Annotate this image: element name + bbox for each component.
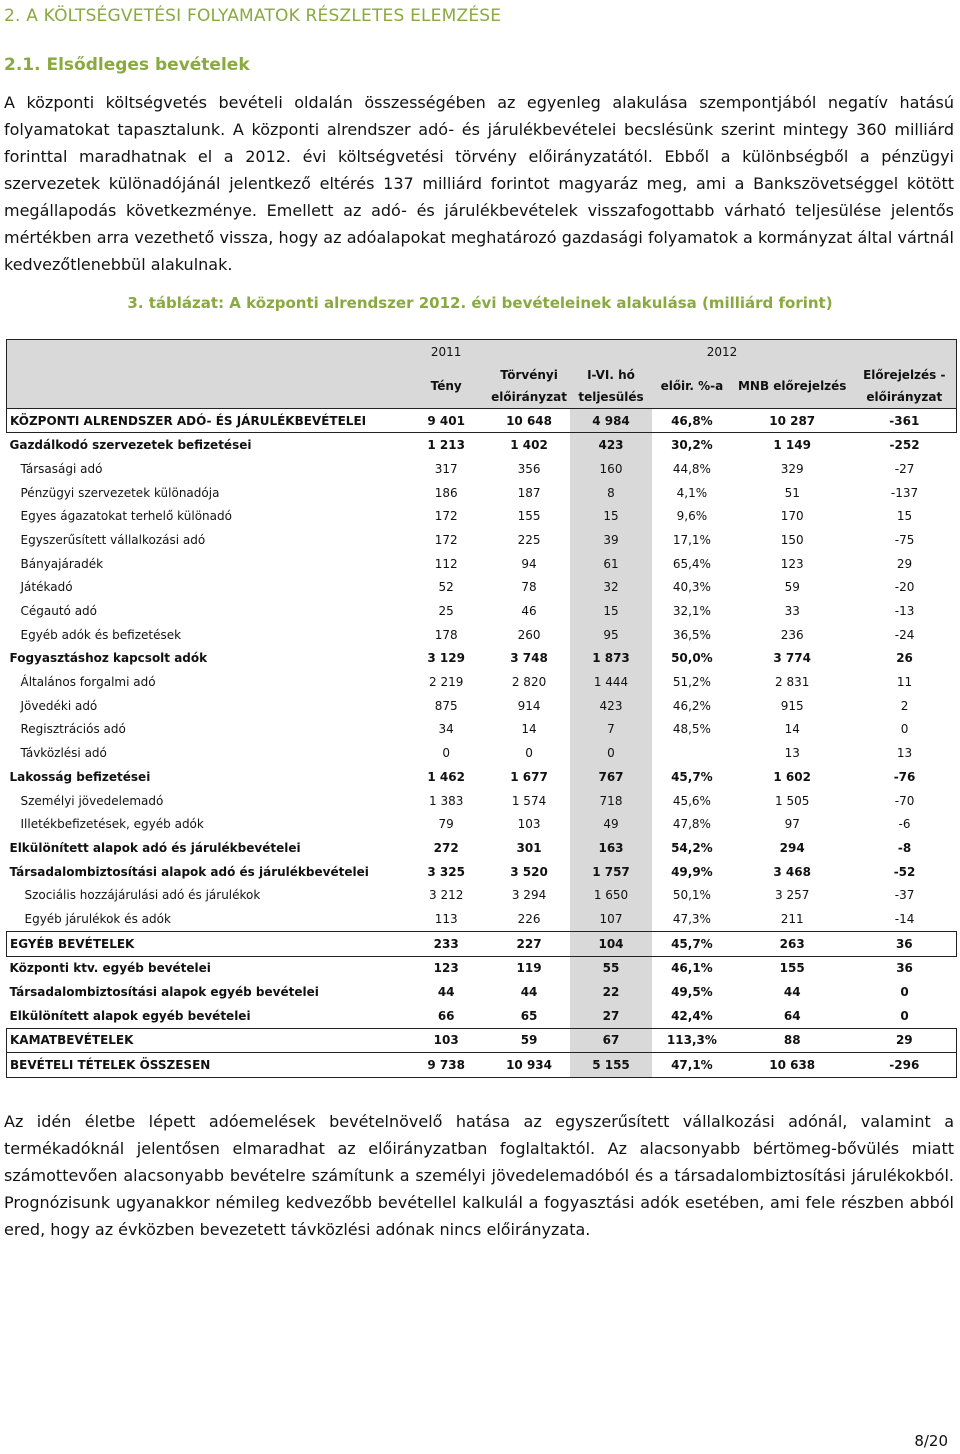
cell-value: 260 [517, 627, 541, 642]
cell-value: 27 [570, 1004, 652, 1028]
cell-value: 186 [434, 485, 458, 500]
cell-value: 1 650 [570, 883, 652, 907]
header-i-vi: I-VI. hó teljesülés [570, 364, 652, 409]
cell-value: 236 [780, 627, 804, 642]
cell-value: 423 [570, 433, 652, 457]
cell-value: 47,1% [652, 1053, 732, 1078]
cell-value: 54,2% [671, 840, 713, 855]
cell-value: -37 [894, 888, 915, 903]
cell-value: 79 [438, 817, 454, 832]
cell-value: 3 294 [511, 888, 547, 903]
cell-value: 44 [783, 985, 801, 1000]
table-header-years [7, 340, 957, 364]
cell-value: 1 505 [775, 793, 810, 808]
table-row [7, 956, 957, 980]
cell-value: 113,3% [652, 1028, 732, 1053]
cell-value: 13 [896, 746, 913, 761]
cell-value: 1 444 [570, 670, 652, 694]
cell-value: 97 [784, 817, 800, 832]
cell-value: 14 [521, 722, 537, 737]
cell-value: 301 [516, 840, 542, 855]
cell-value: 15 [570, 599, 652, 623]
cell-value: 172 [434, 509, 458, 524]
row-label: Társadalombiztosítási alapok egyéb bevételei [9, 985, 319, 1000]
row-label: Regisztrációs adó [20, 722, 126, 737]
cell-value: 1 383 [429, 793, 464, 808]
cell-value: 178 [434, 627, 458, 642]
row-label: Általános forgalmi adó [20, 675, 156, 690]
cell-value: 50,1% [672, 888, 711, 903]
cell-value: 51 [784, 485, 800, 500]
cell-value: 914 [517, 698, 541, 713]
cell-value: 40,3% [672, 580, 711, 595]
cell-value: 64 [783, 1008, 801, 1023]
table-caption: 3. táblázat: A központi alrendszer 2012. évi bevételeinek alakulása (milliárd forint) [127, 294, 833, 312]
cell-value: 0 [900, 1008, 909, 1023]
row-label: Távközlési adó [20, 746, 107, 761]
cell-value: 225 [517, 532, 541, 547]
table-row [7, 599, 957, 623]
cell-value: 36 [896, 961, 913, 976]
table-row [7, 1004, 957, 1028]
cell-value: 46,1% [671, 961, 713, 976]
cell-value: 44 [520, 985, 538, 1000]
table-row [7, 812, 957, 836]
cell-value: 272 [433, 840, 459, 855]
table-row [7, 408, 957, 433]
cell-value: 1 149 [773, 438, 811, 453]
cell-value: 718 [570, 789, 652, 813]
cell-value: 1 677 [510, 769, 548, 784]
cell-value: 160 [570, 457, 652, 481]
cell-value: 29 [853, 1028, 957, 1053]
cell-value: 0 [442, 746, 450, 761]
cell-value: 875 [434, 698, 458, 713]
cell-value: 2 219 [429, 675, 464, 690]
table-row [7, 907, 957, 931]
cell-value: -8 [897, 840, 912, 855]
row-label: Egyszerűsített vállalkozási adó [20, 532, 206, 547]
cell-value: 33 [784, 604, 800, 619]
cell-value: 263 [732, 931, 853, 956]
cell-value [652, 741, 732, 765]
cell-value: 172 [434, 532, 458, 547]
table-row [7, 623, 957, 647]
cell-value: 294 [779, 840, 805, 855]
cell-value: 94 [521, 556, 537, 571]
subsection-heading: 2.1. Elsődleges bevételek [4, 55, 250, 75]
cell-value: 61 [570, 552, 652, 576]
table-row [7, 647, 957, 671]
table-row [7, 670, 957, 694]
cell-value: 51,2% [672, 675, 711, 690]
cell-value: 39 [570, 528, 652, 552]
cell-value: 59 [784, 580, 800, 595]
cell-value: 44,8% [672, 461, 711, 476]
cell-value: 123 [780, 556, 804, 571]
table-header-columns [7, 364, 957, 409]
row-label: Elkülönített alapok adó és járulékbevételei [9, 840, 301, 855]
cell-value: 9,6% [676, 509, 708, 524]
row-label: KÖZPONTI ALRENDSZER ADÓ- ÉS JÁRULÉKBEVÉTELEI [7, 408, 405, 433]
cell-value: -14 [894, 911, 915, 926]
cell-value: 10 934 [488, 1053, 570, 1078]
cell-value: 1 402 [510, 438, 548, 453]
row-label: Társasági adó [20, 461, 103, 476]
cell-value: 59 [488, 1028, 570, 1053]
cell-value: 95 [570, 623, 652, 647]
cell-value: 3 325 [427, 864, 465, 879]
cell-value: 915 [780, 698, 804, 713]
cell-value: 5 155 [570, 1053, 652, 1078]
table-row [7, 694, 957, 718]
cell-value: -361 [853, 408, 957, 433]
cell-value: 47,3% [672, 911, 711, 926]
header-diff: Előrejelzés - előirányzat [853, 364, 957, 409]
cell-value: 65,4% [672, 556, 711, 571]
row-label: Elkülönített alapok egyéb bevételei [9, 1008, 251, 1023]
row-label: Illetékbefizetések, egyéb adók [20, 817, 204, 832]
table-row [7, 718, 957, 742]
page-number: 8/20 [914, 1432, 948, 1450]
header-mnb: MNB előrejelzés [732, 364, 853, 409]
cell-value: 32,1% [672, 604, 711, 619]
cell-value: 329 [780, 461, 804, 476]
cell-value: -76 [893, 769, 916, 784]
cell-value: 170 [780, 509, 804, 524]
header-teny: Tény [404, 364, 488, 409]
cell-value: 78 [521, 580, 537, 595]
cell-value: 8 [570, 481, 652, 505]
cell-value: 104 [570, 931, 652, 956]
header-year-2011: 2011 [404, 340, 488, 364]
cell-value: 1 574 [511, 793, 547, 808]
intro-paragraph: A központi költségvetés bevételi oldalán összességében az egyenleg alakulása szempontjából negatív hatású folyamatokat tapasztalunk. A központi alrendszer adó- és járulékbevételei becslésünk szerint mintegy 360 milliárd forinttal maradhatnak el a 2012. évi költségvetési törvény előirányzatától. Ebből a különbségből a pénzügyi szervezetek különadójánál jelentkező eltérés 137 milliárd forintot magyaráz meg, ami a Bankszövetséggel kötött megállapodás következménye. Emellett az adó- és járulékbevételek visszafogottabb várható teljesülése jelentős mértékben arra vezethető vissza, hogy az adóalapokat meghatározó gazdasági folyamatok a kormányzat által vártnál kedvezőtlenebbül alakulnak. [4, 93, 954, 274]
table-row [7, 883, 957, 907]
cell-value: 423 [570, 694, 652, 718]
cell-value: 2 831 [775, 675, 810, 690]
cell-value: 52 [438, 580, 454, 595]
cell-value: 45,7% [671, 769, 713, 784]
cell-value: 3 129 [427, 651, 465, 666]
cell-value: 1 213 [427, 438, 465, 453]
cell-value: 3 774 [773, 651, 811, 666]
revenue-table [6, 339, 957, 1078]
table-row [7, 481, 957, 505]
row-label: Jövedéki adó [20, 698, 98, 713]
cell-value: 3 212 [429, 888, 464, 903]
cell-value: 0 [525, 746, 533, 761]
cell-value: 3 257 [775, 888, 810, 903]
cell-value: 9 738 [404, 1053, 488, 1078]
cell-value: 4,1% [676, 485, 708, 500]
cell-value: 15 [896, 509, 913, 524]
cell-value: 10 638 [732, 1053, 853, 1078]
cell-value: 1 873 [570, 647, 652, 671]
row-label: Bányajáradék [20, 556, 104, 571]
cell-value: 34 [438, 722, 454, 737]
row-label: Lakosság befizetései [9, 769, 151, 784]
cell-value: 47,8% [672, 817, 711, 832]
row-label: KAMATBEVÉTELEK [7, 1028, 405, 1053]
cell-value: 1 757 [570, 860, 652, 884]
cell-value: 233 [404, 931, 488, 956]
cell-value: 88 [732, 1028, 853, 1053]
table-row [7, 457, 957, 481]
cell-value: 48,5% [672, 722, 711, 737]
table-row [7, 433, 957, 457]
cell-value: 49,5% [671, 985, 713, 1000]
cell-value: 49,9% [671, 864, 713, 879]
cell-value: 36 [853, 931, 957, 956]
table-row [7, 789, 957, 813]
cell-value: 119 [516, 961, 542, 976]
cell-value: 46,2% [672, 698, 711, 713]
row-label: Gazdálkodó szervezetek befizetései [9, 438, 252, 453]
cell-value: 187 [517, 485, 541, 500]
cell-value: -52 [893, 864, 916, 879]
table-row [7, 1028, 957, 1053]
cell-value: 10 287 [732, 408, 853, 433]
cell-value: 45,6% [672, 793, 711, 808]
cell-value: 317 [434, 461, 458, 476]
row-label: EGYÉB BEVÉTELEK [7, 931, 405, 956]
row-label: Pénzügyi szervezetek különadója [20, 485, 220, 500]
header-year-2012: 2012 [488, 340, 956, 364]
cell-value: 107 [570, 907, 652, 931]
cell-value: 26 [896, 651, 913, 666]
row-label: BEVÉTELI TÉTELEK ÖSSZESEN [7, 1053, 405, 1078]
cell-value: 17,1% [672, 532, 711, 547]
table-row [7, 552, 957, 576]
cell-value: 113 [434, 911, 458, 926]
cell-value: 13 [784, 746, 800, 761]
table-row [7, 765, 957, 789]
cell-value: 4 984 [570, 408, 652, 433]
cell-value: 55 [570, 956, 652, 980]
cell-value: 67 [570, 1028, 652, 1053]
cell-value: 123 [433, 961, 459, 976]
cell-value: 22 [570, 980, 652, 1004]
section-heading: 2. A KÖLTSÉGVETÉSI FOLYAMATOK RÉSZLETES ELEMZÉSE [4, 6, 502, 26]
cell-value: 3 748 [510, 651, 548, 666]
cell-value: 0 [900, 722, 909, 737]
table-row [7, 576, 957, 600]
cell-value: 163 [570, 836, 652, 860]
cell-value: 226 [517, 911, 541, 926]
cell-value: 42,4% [671, 1008, 713, 1023]
cell-value: 30,2% [671, 438, 713, 453]
table-row [7, 1053, 957, 1078]
cell-value: -75 [894, 532, 915, 547]
cell-value: 65 [520, 1008, 538, 1023]
cell-value: 211 [780, 911, 804, 926]
cell-value: 155 [517, 509, 541, 524]
cell-value: 45,7% [652, 931, 732, 956]
cell-value: -6 [898, 817, 911, 832]
cell-value: 227 [488, 931, 570, 956]
cell-value: -70 [894, 793, 915, 808]
cell-value: -296 [853, 1053, 957, 1078]
cell-value: 767 [570, 765, 652, 789]
cell-value: 15 [570, 504, 652, 528]
row-label: Központi ktv. egyéb bevételei [9, 961, 211, 976]
cell-value: 0 [570, 741, 652, 765]
cell-value: 66 [437, 1008, 455, 1023]
row-label: Egyéb járulékok és adók [24, 911, 171, 926]
cell-value: -20 [894, 580, 915, 595]
cell-value: 1 462 [427, 769, 465, 784]
table-row [7, 860, 957, 884]
table-row [7, 741, 957, 765]
table-row [7, 980, 957, 1004]
cell-value: -252 [889, 438, 920, 453]
cell-value: 1 602 [773, 769, 811, 784]
cell-value: -13 [894, 604, 915, 619]
cell-value: 14 [784, 722, 800, 737]
cell-value: 3 468 [773, 864, 811, 879]
row-label: Társadalombiztosítási alapok adó és járulékbevételei [9, 864, 369, 879]
row-label: Személyi jövedelemadó [20, 793, 164, 808]
cell-value: 103 [404, 1028, 488, 1053]
header-eloir: előir. %-a [652, 364, 732, 409]
header-torvenyi: Törvényi előirányzat [488, 364, 570, 409]
cell-value: 44 [437, 985, 455, 1000]
row-label: Egyéb adók és befizetések [20, 627, 182, 642]
table-row [7, 931, 957, 956]
cell-value: 2 820 [511, 675, 547, 690]
table-row [7, 504, 957, 528]
cell-value: 0 [900, 985, 909, 1000]
row-label: Játékadó [20, 580, 73, 595]
row-label: Cégautó adó [20, 604, 98, 619]
cell-value: 46,8% [652, 408, 732, 433]
cell-value: 29 [896, 556, 913, 571]
cell-value: -137 [890, 485, 919, 500]
cell-value: 103 [517, 817, 541, 832]
row-label: Szociális hozzájárulási adó és járulékok [24, 888, 261, 903]
table-row [7, 528, 957, 552]
cell-value: 32 [570, 576, 652, 600]
cell-value: 3 520 [510, 864, 548, 879]
cell-value: 46 [521, 604, 537, 619]
cell-value: 25 [438, 604, 454, 619]
cell-value: 9 401 [404, 408, 488, 433]
row-label: Fogyasztáshoz kapcsolt adók [9, 651, 208, 666]
cell-value: -27 [894, 461, 915, 476]
cell-value: 49 [570, 812, 652, 836]
cell-value: 10 648 [488, 408, 570, 433]
cell-value: 155 [779, 961, 805, 976]
cell-value: 356 [517, 461, 541, 476]
closing-paragraph: Az idén életbe lépett adóemelések bevételnövelő hatása az egyszerűsített vállalkozási adónál, valamint a termékadóknál jelentősen elmaradhat az előirányzatban foglaltaktól. Az alacsonyabb bértömeg-bővülés miatt számottevően alacsonyabb bevételre számítunk a személyi jövedelemadóból és a társadalombiztosítási járulékokból. Prognózisunk ugyanakkor némileg kedvezőbb bevétellel kalkulál a fogyasztási adók esetében, ami fele részben abból ered, hogy az évközben bevezetett távközlési adónak nincs előirányzata. [4, 1112, 954, 1239]
cell-value: 36,5% [672, 627, 711, 642]
cell-value: 150 [780, 532, 804, 547]
cell-value: 112 [434, 556, 458, 571]
cell-value: 11 [896, 675, 913, 690]
row-label: Egyes ágazatokat terhelő különadó [20, 509, 232, 524]
cell-value: 7 [570, 718, 652, 742]
cell-value: 50,0% [671, 651, 713, 666]
table-row [7, 836, 957, 860]
cell-value: -24 [894, 627, 915, 642]
cell-value: 2 [900, 698, 909, 713]
